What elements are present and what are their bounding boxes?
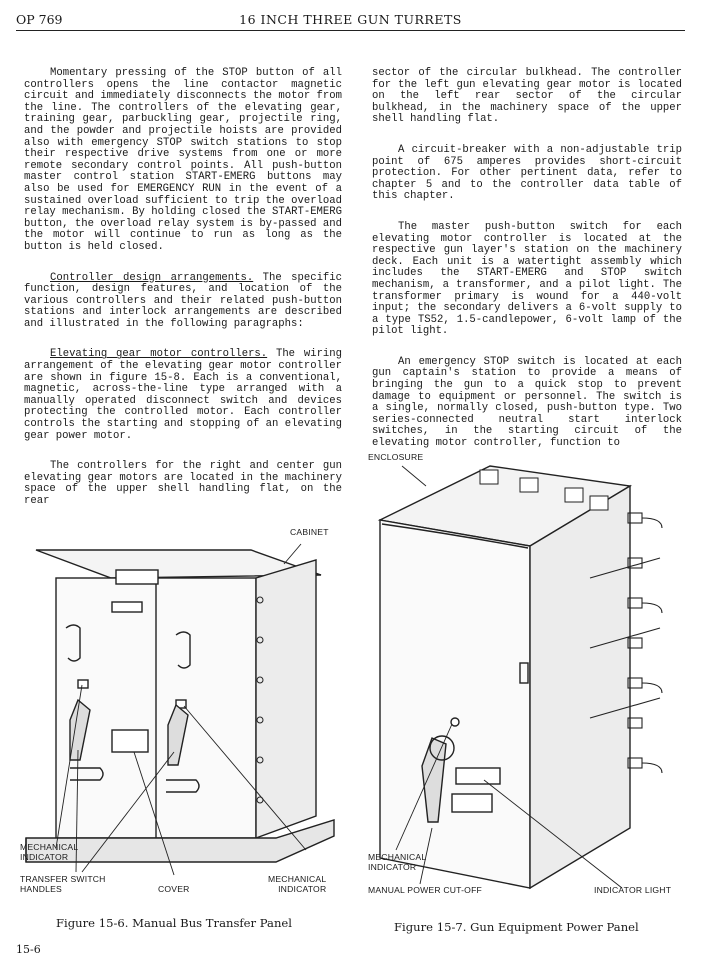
label-mechanical-indicator: MECHANICAL INDICATOR bbox=[368, 852, 427, 872]
running-header bbox=[16, 12, 685, 30]
label-enclosure: ENCLOSURE bbox=[368, 452, 424, 462]
label-transfer-switch-handles: TRANSFER SWITCH HANDLES bbox=[20, 874, 106, 894]
figure-caption: Figure 15-7. Gun Equipment Power Panel bbox=[394, 920, 639, 934]
document-code: OP 769 bbox=[16, 12, 63, 27]
section-heading: Controller design arrangements. bbox=[50, 271, 254, 284]
label-manual-power-cut-off: MANUAL POWER CUT-OFF bbox=[368, 885, 482, 895]
header-title: 16 INCH THREE GUN TURRETS bbox=[239, 12, 462, 27]
header-rule bbox=[16, 30, 685, 31]
left-text-column bbox=[24, 68, 342, 527]
paragraph: Momentary pressing of the STOP button of all controllers opens the line contactor magnetic circuit and immediately disconnects the motor from the line. The controllers of the elevating gear, training gear, parbuckling gear, projectile ring, and the powder and projectile hoists are provided also with emergency STOP switch stations to stop their respective drive systems from one or more remote secondary control points. All push-button master control station START-EMERG buttons may also be used for EMERGENCY RUN in the event of a sustained overload sufficient to trip the overload relay mechanism. By holding closed the START-EMERG button, the overload relay system is by-passed and the motor will continue to run as long as the button is held closed. bbox=[24, 67, 342, 253]
paragraph-text: The wiring arrangement of the elevating gear motor controller are shown in figure 15-8. Each is a conventional, magnetic, across-the-line type arranged with a manually operated disconnect switch and devices protecting the controlled motor. Each controller controls the starting and stopping of an elevating gear power motor. bbox=[24, 348, 342, 442]
label-cabinet: CABINET bbox=[290, 527, 329, 537]
label-mechanical-indicator-2: MECHANICAL INDICATOR bbox=[268, 874, 327, 894]
paragraph bbox=[24, 273, 342, 331]
section-heading: Elevating gear motor controllers. bbox=[50, 348, 268, 361]
figure-caption: Figure 15-6. Manual Bus Transfer Panel bbox=[56, 916, 293, 930]
paragraph: The controllers for the right and center gun elevating gear motors are located in the machinery space of the upper shell handling flat, on the rear bbox=[24, 460, 342, 507]
label-indicator-light: INDICATOR LIGHT bbox=[594, 885, 672, 895]
label-cover: COVER bbox=[158, 884, 190, 894]
gun-equipment-power-panel-drawing bbox=[360, 448, 690, 900]
right-text-column bbox=[372, 68, 682, 469]
paragraph: sector of the circular bulkhead. The controller for the left gun elevating gear motor is located on the left rear sector of the circular bulkhead, in the machinery space of the upper shell handling flat. bbox=[372, 67, 682, 126]
page-number: 15-6 bbox=[16, 943, 41, 956]
paragraph: An emergency STOP switch is located at each gun captain's station to provide a means of bringing the gun to a quick stop to prevent damage to equipment or personnel. The switch is a single, normally closed, push-button type. Two series-connected neutral start interlock switches, in the starting circuit of the elevating motor controller, function to bbox=[372, 355, 682, 450]
paragraph bbox=[24, 349, 342, 442]
paragraph: A circuit-breaker with a non-adjustable trip point of 675 amperes provides short-circuit protection. For other pertinent data, refer to chapter 5 and to the controller data table of this chapter. bbox=[372, 143, 682, 203]
figure-manual-bus-transfer-panel bbox=[16, 520, 346, 900]
label-mechanical-indicator: MECHANICAL INDICATOR bbox=[20, 842, 79, 862]
figure-gun-equipment-power-panel bbox=[360, 448, 690, 900]
paragraph-text: The specific function, design features, and location of the various controllers and their related push-button stations and interlock arrangements are described and illustrated in the following paragraphs: bbox=[24, 271, 342, 330]
paragraph: The master push-button switch for each elevating motor controller is located at the respective gun layer's station on the machinery deck. Each unit is a watertight assembly which includes the START-EMERG and STOP switch mechanism, a transformer, and a pilot light. The transformer primary is wound for a 440-volt input; the secondary delivers a 6-volt supply to a type TS52, 1.5-candlepower, 6-volt lamp of the pilot light. bbox=[372, 220, 682, 338]
